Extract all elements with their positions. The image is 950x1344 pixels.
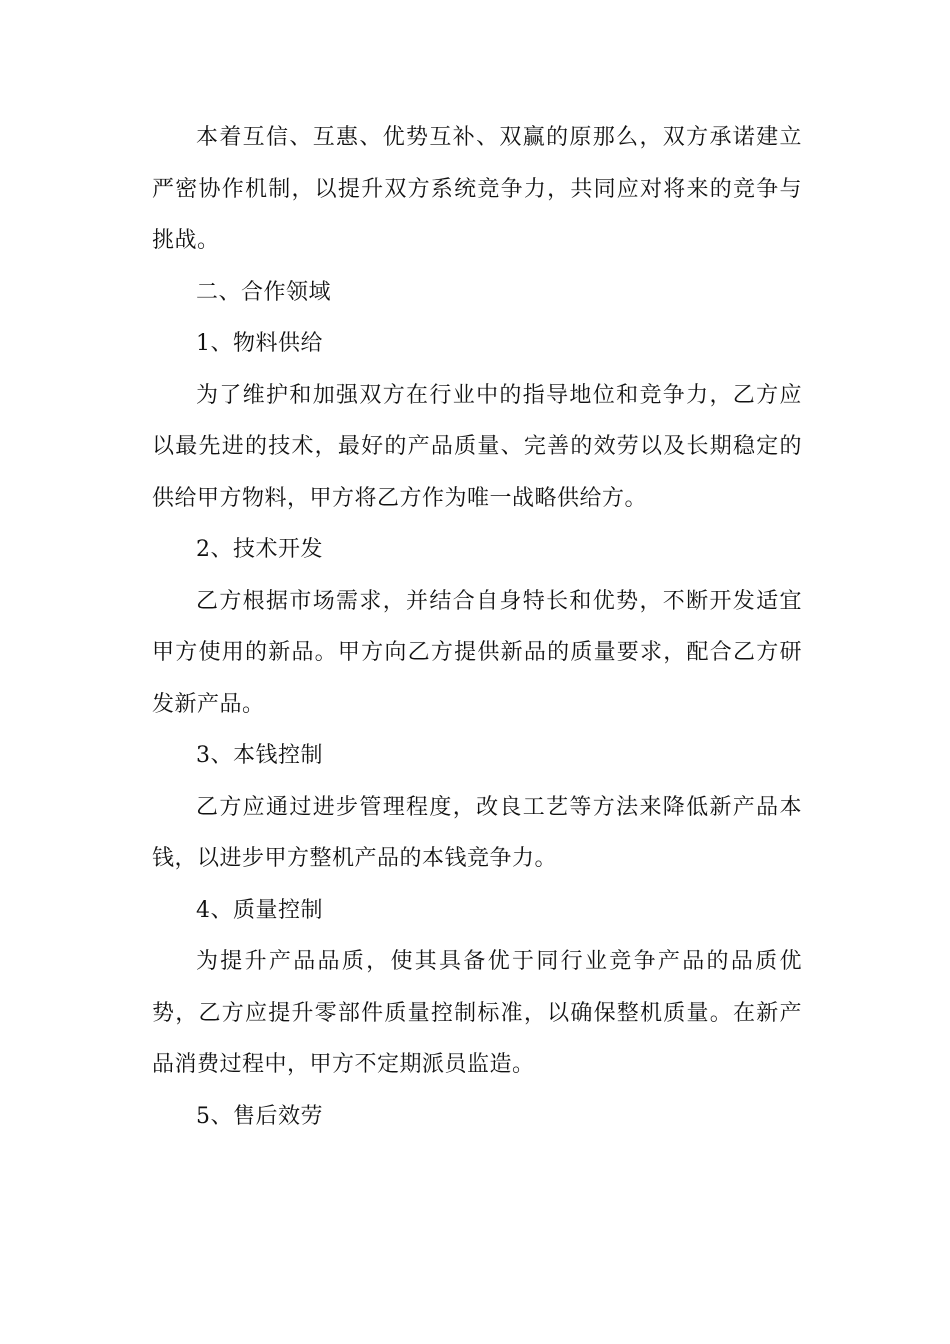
paragraph-quality-control: 为提升产品品质，使其具备优于同行业竞争产品的品质优势，乙方应提升零部件质量控制标准，以确保整机质量。在新产品消费过程中，甲方不定期派员监造。 bbox=[152, 949, 802, 1077]
paragraph-principle: 本着互信、互惠、优势互补、双赢的原那么，双方承诺建立严密协作机制，以提升双方系统竞争力，共同应对将来的竞争与挑战。 bbox=[152, 125, 802, 253]
document-body bbox=[152, 112, 802, 1142]
heading-cooperation-fields: 二、合作领域 bbox=[196, 279, 332, 305]
paragraph-tech-development: 乙方根据市场需求，并结合自身特长和优势，不断开发适宜甲方使用的新品。甲方向乙方提供新品的质量要求，配合乙方研发新产品。 bbox=[152, 588, 802, 717]
subheading-material-supply: 1、物料供给 bbox=[196, 331, 323, 356]
paragraph-material-supply: 为了维护和加强双方在行业中的指导地位和竞争力，乙方应以最先进的技术，最好的产品质量、完善的效劳以及长期稳定的供给甲方物料，甲方将乙方作为唯一战略供给方。 bbox=[152, 382, 802, 511]
subheading-after-sales: 5、售后效劳 bbox=[196, 1103, 323, 1129]
subheading-tech-development: 2、技术开发 bbox=[196, 537, 323, 562]
subheading-cost-control: 3、本钱控制 bbox=[196, 743, 323, 768]
paragraph-cost-control: 乙方应通过进步管理程度，改良工艺等方法来降低新产品本钱，以进步甲方整机产品的本钱竞争力。 bbox=[152, 794, 802, 871]
subheading-quality-control: 4、质量控制 bbox=[196, 897, 323, 923]
